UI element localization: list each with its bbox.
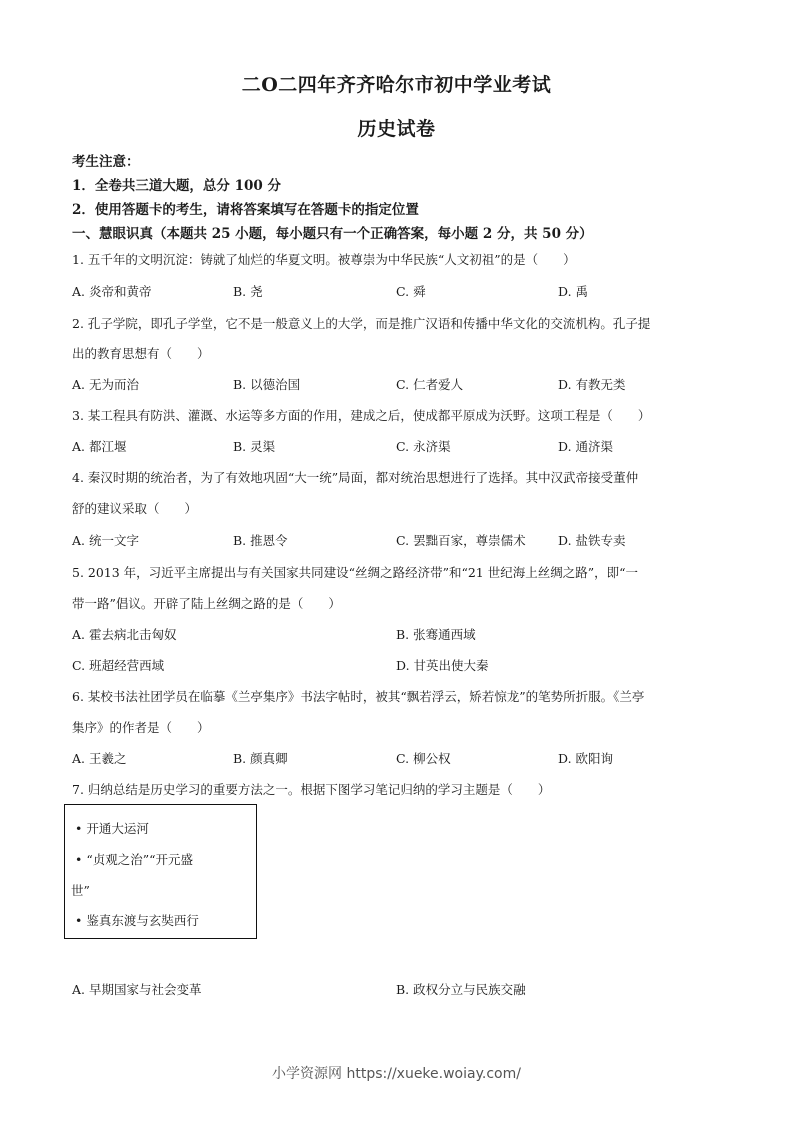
question-1-option-c: C. 舜 (396, 284, 426, 299)
question-3-text: 3. 某工程具有防洪、灌溉、水运等多方面的作用，建成之后，使成都平原成为沃野。这项工程是（ ） (72, 408, 651, 423)
question-4-text: 4. 秦汉时期的统治者，为了有效地巩固“大一统”局面，都对统治思想进行了选择。其中汉武帝接受董仲 (72, 470, 639, 485)
question-1-text: 1. 五千年的文明沉淀：铸就了灿烂的华夏文明。被尊崇为中华民族“人文初祖”的是（ ） (72, 252, 576, 267)
question-6-text: 6. 某校书法社团学员在临摹《兰亭集序》书法字帖时，被其“飘若浮云，矫若惊龙”的笔势所折服。《兰亭 (72, 689, 645, 704)
question-4-option-c: C. 罢黜百家，尊崇儒术 (396, 533, 526, 548)
question-2-text: 2. 孔子学院，即孔子学堂，它不是一般意义上的大学，而是推广汉语和传播中华文化的交流机构。孔子提 (72, 316, 651, 331)
question-5-option-d: D. 甘英出使大秦 (396, 658, 489, 673)
question-3-option-b: B. 灵渠 (233, 439, 276, 454)
question-5-option-c: C. 班超经营西域 (72, 658, 165, 673)
notice-item: 1．全卷共三道大题，总分 100 分 (72, 178, 281, 194)
question-4-option-b: B. 推恩令 (233, 533, 288, 548)
question-3-option-a: A. 都江堰 (72, 439, 127, 454)
notice-heading: 考生注意： (72, 154, 140, 170)
note-item: • 鉴真东渡与玄奘西行 (75, 913, 199, 928)
question-7-option-b: B. 政权分立与民族交融 (396, 982, 526, 997)
question-6-option-d: D. 欧阳询 (558, 751, 614, 766)
question-3-option-d: D. 通济渠 (558, 439, 614, 454)
exam-title: 二O二四年齐齐哈尔市初中学业考试 (241, 74, 552, 96)
notice-item: 2．使用答题卡的考生，请将答案填写在答题卡的指定位置 (72, 202, 419, 218)
question-2-option-d: D. 有教无类 (558, 377, 626, 392)
footer-watermark: 小学资源网 https://xueke.woiay.com/ (272, 1066, 521, 1082)
question-6-text-cont: 集序》的作者是（ ） (72, 720, 210, 735)
question-5-option-a: A. 霍去病北击匈奴 (72, 627, 177, 642)
question-5-option-b: B. 张骞通西域 (396, 627, 476, 642)
question-1-option-a: A. 炎帝和黄帝 (72, 284, 152, 299)
question-6-option-a: A. 王羲之 (72, 751, 127, 766)
question-6-option-b: B. 颜真卿 (233, 751, 288, 766)
study-notes-box (64, 804, 257, 939)
question-2-option-a: A. 无为而治 (72, 377, 139, 392)
question-2-option-c: C. 仁者爱人 (396, 377, 464, 392)
note-item: • “贞观之治”“开元盛 (75, 852, 194, 867)
section-heading: 一、慧眼识真（本题共 25 小题，每小题只有一个正确答案，每小题 2 分，共 50 分） (72, 226, 593, 242)
question-7-text: 7. 归纳总结是历史学习的重要方法之一。根据下图学习笔记归纳的学习主题是（ ） (72, 782, 551, 797)
question-2-text-cont: 出的教育思想有（ ） (72, 346, 210, 361)
question-6-option-c: C. 柳公权 (396, 751, 451, 766)
note-item-cont: 世” (71, 883, 90, 898)
note-item: • 开通大运河 (75, 821, 149, 836)
question-4-option-d: D. 盐铁专卖 (558, 533, 626, 548)
question-1-option-b: B. 尧 (233, 284, 263, 299)
question-5-text: 5. 2013 年，习近平主席提出与有关国家共同建设“丝绸之路经济带”和“21 世纪海上丝绸之路”，即“一 (72, 565, 639, 580)
question-4-text-cont: 舒的建议采取（ ） (72, 501, 198, 516)
exam-subtitle: 历史试卷 (357, 118, 436, 140)
question-4-option-a: A. 统一文字 (72, 533, 139, 548)
question-7-option-a: A. 早期国家与社会变革 (72, 982, 202, 997)
question-1-option-d: D. 禹 (558, 284, 589, 299)
question-2-option-b: B. 以德治国 (233, 377, 301, 392)
question-5-text-cont: 带一路”倡议。开辟了陆上丝绸之路的是（ ） (72, 596, 341, 611)
question-3-option-c: C. 永济渠 (396, 439, 451, 454)
